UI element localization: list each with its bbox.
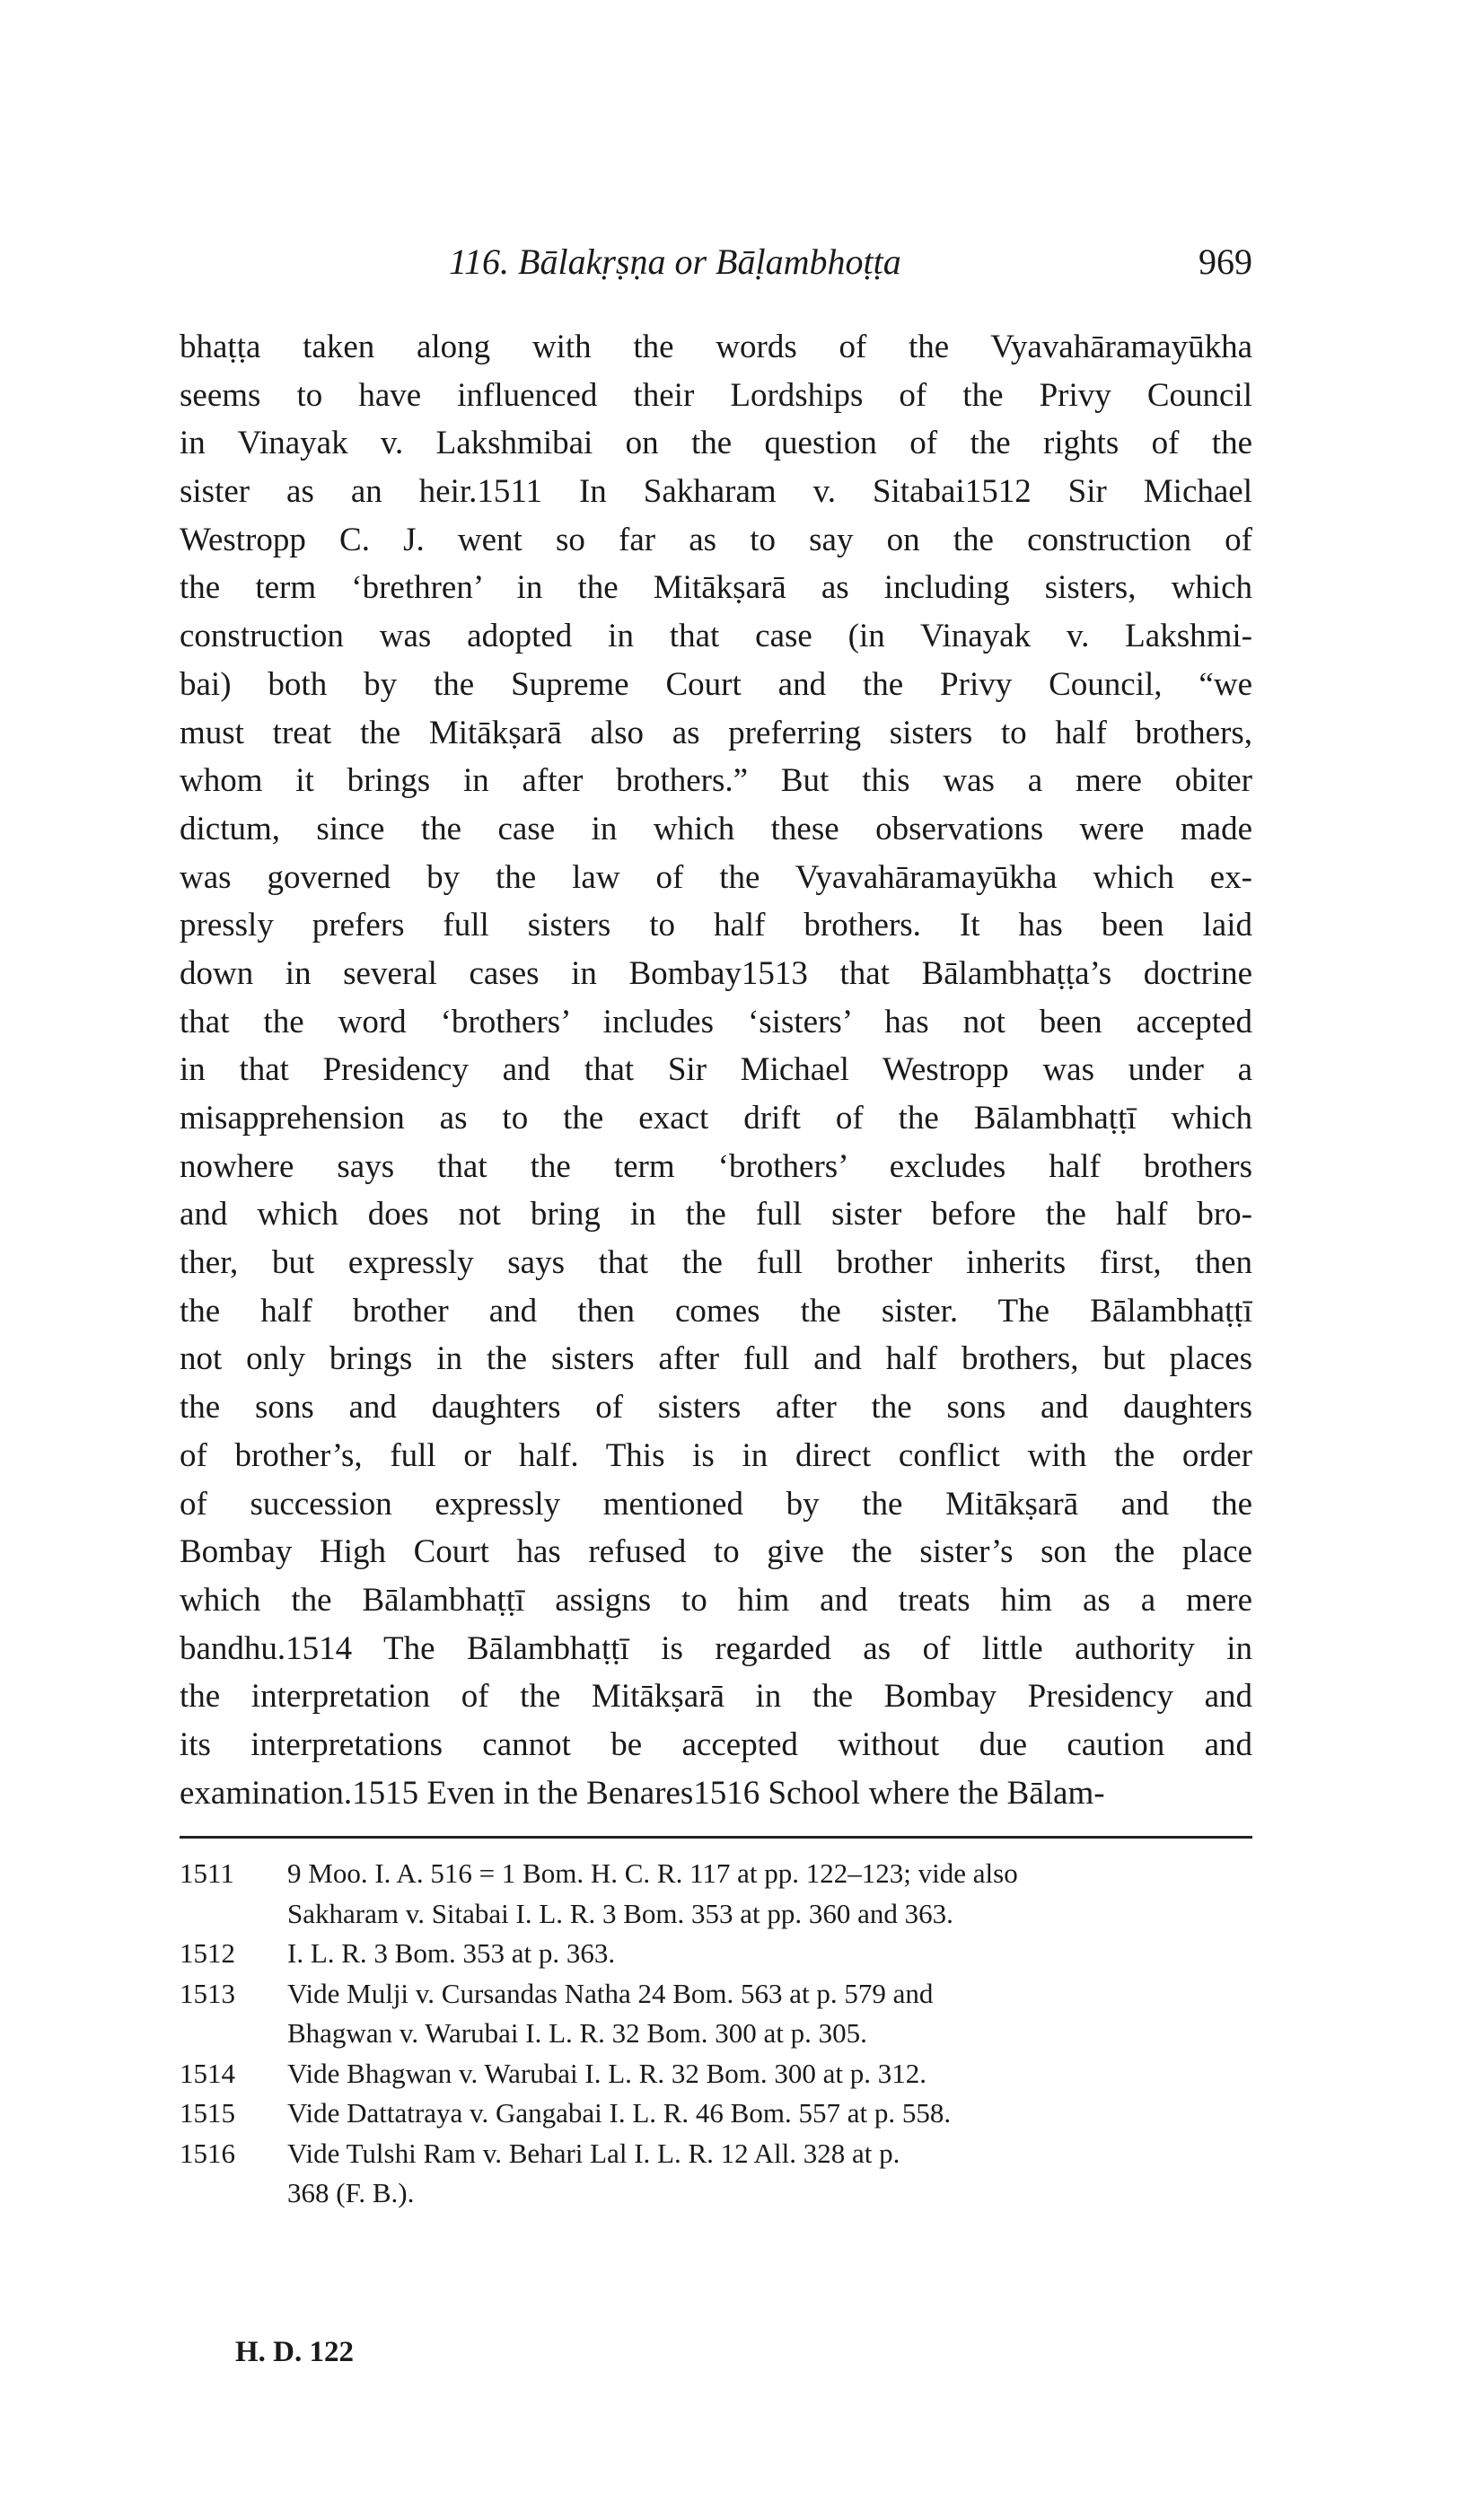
text-line: ther, but expressly says that the full brother inherits first, then [180, 1244, 1252, 1282]
text-line: its interpretations cannot be accepted without due caution and [180, 1725, 1252, 1763]
running-header [180, 241, 1252, 294]
footnote-line: Bhagwan v. Warubai I. L. R. 32 Bom. 300 at p. 305. [287, 2017, 867, 2049]
footnote-line: Vide Tulshi Ram v. Behari Lal I. L. R. 12 All. 328 at p. [287, 2137, 900, 2169]
footnote [180, 1854, 1252, 1934]
footnote-line: 9 Moo. I. A. 516 = 1 Bom. H. C. R. 117 at pp. 122–123; vide also [287, 1857, 1018, 1889]
footnote-number: 1511 [180, 1857, 234, 1889]
footnote-number: 1514 [180, 2057, 235, 2089]
footnote-line: Vide Bhagwan v. Warubai I. L. R. 32 Bom. 300 at p. 312. [287, 2057, 926, 2089]
footnote-line: Vide Dattatraya v. Gangabai I. L. R. 46 Bom. 557 at p. 558. [287, 2097, 952, 2129]
text-line: the term ‘brethren’ in the Mitākṣarā as including sisters, which [180, 569, 1252, 607]
footnote [180, 1974, 1252, 2054]
text-line: not only brings in the sisters after full and half brothers, but places [180, 1340, 1252, 1378]
footnote-line: 368 (F. B.). [287, 2177, 415, 2208]
text-line: the interpretation of the Mitākṣarā in the Bombay Presidency and [180, 1678, 1252, 1716]
text-line: of brother’s, full or half. This is in direct conflict with the order [180, 1436, 1252, 1474]
text-line: pressly prefers full sisters to half brothers. It has been laid [180, 907, 1252, 944]
running-title: 116. Bālakṛṣṇa or Bāḷambhoṭṭa [449, 241, 901, 282]
footnote-text [287, 2094, 1252, 2134]
text-line: construction was adopted in that case (in Vinayak v. Lakshmi- [180, 618, 1252, 655]
text-line: misapprehension as to the exact drift of the Bālambhaṭṭī which [180, 1100, 1252, 1137]
footnote-rule [180, 1836, 1252, 1839]
body-text [180, 323, 1252, 1817]
text-line: Westropp C. J. went so far as to say on the construction of [180, 521, 1252, 558]
footnote-text [287, 2054, 1252, 2094]
footnote-number: 1515 [180, 2097, 235, 2129]
text-line: bai) both by the Supreme Court and the Privy Council, “we [180, 665, 1252, 703]
footnote-text [287, 2134, 1252, 2214]
footnote [180, 2094, 1252, 2134]
text-line: the half brother and then comes the sister. The Bālambhaṭṭī [180, 1292, 1252, 1330]
footnote-text [287, 1934, 1252, 1974]
footnotes [180, 1854, 1252, 2214]
text-line: nowhere says that the term ‘brothers’ excludes half brothers [180, 1147, 1252, 1185]
text-line: dictum, since the case in which these observations were made [180, 810, 1252, 847]
text-line: which the Bālambhaṭṭī assigns to him and treats him as a mere [180, 1581, 1252, 1619]
text-line: whom it brings in after brothers.” But this was a mere obiter [180, 762, 1252, 800]
page-number: 969 [1199, 241, 1252, 282]
footnote-number: 1512 [180, 1937, 235, 1969]
footnote-text [287, 1974, 1252, 2054]
footnote-text [287, 1854, 1252, 1934]
text-line: the sons and daughters of sisters after the sons and daughters [180, 1389, 1252, 1427]
text-line: Bombay High Court has refused to give the sister’s son the place [180, 1533, 1252, 1571]
text-line: that the word ‘brothers’ includes ‘sisters’ has not been accepted [180, 1003, 1252, 1040]
text-line: examination.1515 Even in the Benares1516 School where the Bālam- [180, 1774, 1105, 1812]
text-line: must treat the Mitākṣarā also as preferring sisters to half brothers, [180, 714, 1252, 751]
text-line: down in several cases in Bombay1513 that Bālambhaṭṭa’s doctrine [180, 954, 1252, 992]
text-line: bhaṭṭa taken along with the words of the Vyavahāramayūkha [180, 329, 1252, 365]
text-line: was governed by the law of the Vyavahāramayūkha which ex- [180, 858, 1252, 896]
text-line: in that Presidency and that Sir Michael Westropp was under a [180, 1051, 1252, 1089]
footnote-line: I. L. R. 3 Bom. 353 at p. 363. [287, 1937, 616, 1969]
text-line: sister as an heir.1511 In Sakharam v. Sitabai1512 Sir Michael [180, 473, 1252, 511]
footnote-number: 1516 [180, 2137, 235, 2169]
footnote [180, 1934, 1252, 1974]
footnote-line: Sakharam v. Sitabai I. L. R. 3 Bom. 353 at pp. 360 and 363. [287, 1897, 953, 1929]
text-line: of succession expressly mentioned by the Mitākṣarā and the [180, 1485, 1252, 1523]
text-line: bandhu.1514 The Bālambhaṭṭī is regarded as of little authority in [180, 1629, 1252, 1667]
footnote-line: Vide Mulji v. Cursandas Natha 24 Bom. 563 at p. 579 and [287, 1977, 934, 2009]
printer-signature: H. D. 122 [235, 2336, 354, 2368]
footnote-number: 1513 [180, 1977, 235, 2009]
text-line: seems to have influenced their Lordships of the Privy Council [180, 376, 1252, 414]
text-line: and which does not bring in the full sister before the half bro- [180, 1196, 1252, 1233]
footnote [180, 2054, 1252, 2094]
text-line: in Vinayak v. Lakshmibai on the question of the rights of the [180, 425, 1252, 462]
footnote [180, 2134, 1252, 2214]
